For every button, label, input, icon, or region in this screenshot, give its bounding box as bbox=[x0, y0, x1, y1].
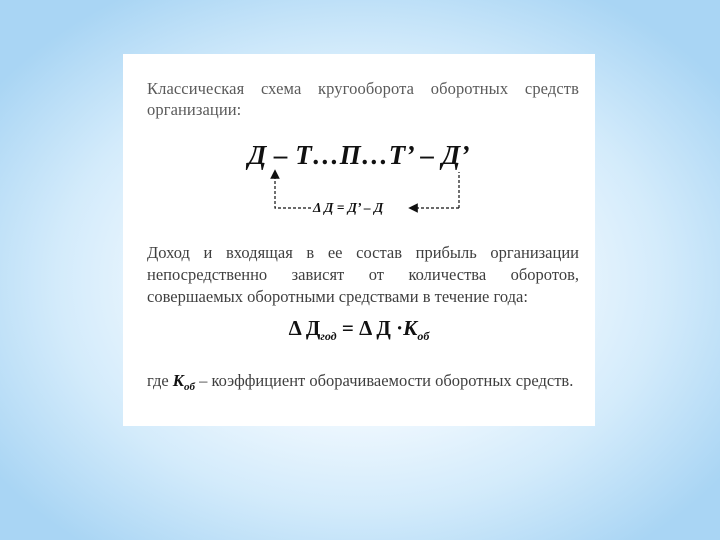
footnote bbox=[147, 370, 579, 398]
footnote-k-sub: об bbox=[184, 381, 195, 393]
income-paragraph: Доход и входящая в ее состав прибыль организации непосредственно зависят от количества оборотов, совершаемых оборотными средствами в течение года: bbox=[147, 243, 579, 306]
left-arrow bbox=[275, 174, 311, 208]
footnote-k bbox=[172, 371, 195, 393]
slide-card bbox=[123, 54, 595, 426]
footnote-prefix: где bbox=[147, 371, 173, 390]
delta-formula: Δ Д = Д’ – Д bbox=[313, 200, 384, 215]
circulation-formula: Д – Т…П…Т’ – Д’ bbox=[247, 140, 471, 170]
rhs-main: Δ Д bbox=[359, 316, 391, 340]
annual-delta-formula bbox=[123, 316, 595, 344]
lhs-main: Δ Д bbox=[288, 316, 321, 340]
equals: = bbox=[336, 316, 360, 340]
dot: · bbox=[390, 316, 404, 340]
k-symbol: К bbox=[403, 316, 418, 340]
slide-heading: Классическая схема кругооборота оборотных средств организации: bbox=[147, 79, 579, 119]
lhs-sub: год bbox=[320, 329, 337, 343]
footnote-text: – коэффициент оборачиваемости оборотных средств. bbox=[195, 371, 574, 390]
footnote-k-letter: К bbox=[172, 371, 184, 390]
k-sub: об bbox=[417, 329, 430, 343]
